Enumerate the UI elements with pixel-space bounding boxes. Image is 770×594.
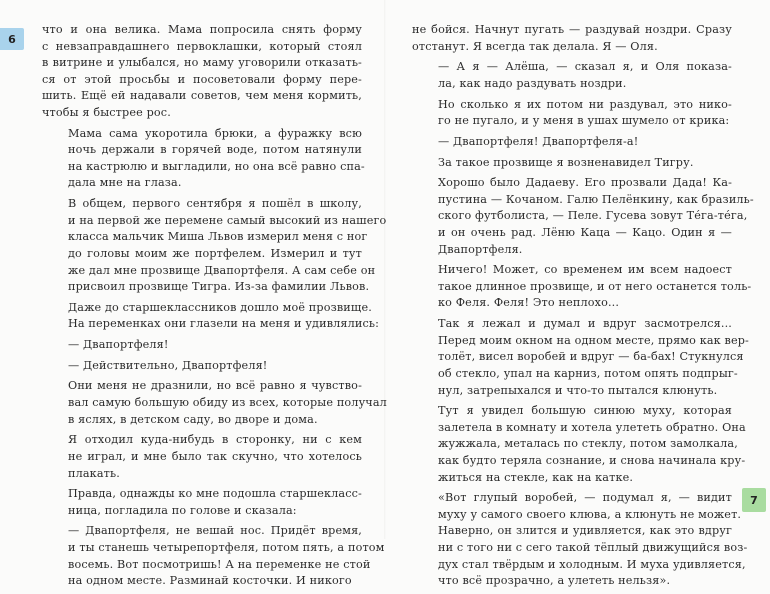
text-line: и ты станешь четырепортфеля, потом пять, а потом [68, 541, 385, 555]
paragraph [412, 262, 752, 312]
text-line: и он очень рад. Лёню Каца — Кацо. Один я — [438, 226, 732, 239]
text-line: и на первой же перемене самый высокий из нашего [68, 213, 387, 227]
text-line: не играл, и мне было так скучно, что хотелось [68, 449, 362, 463]
paragraph [42, 432, 362, 482]
text-line: на одном месте. Разминай косточки. И никого [68, 574, 352, 588]
text-line: В общем, первого сентября я пошёл в школу, [68, 197, 362, 211]
paragraph [412, 175, 754, 258]
text-line: залетела в комнату и хотела улететь обратно. Она [438, 420, 746, 434]
text-line: Хорошо было Дадаеву. Его прозвали Дада! Ка- [438, 176, 732, 190]
text-line: муху у самого своего клюва, а клюнуть не может. [438, 507, 742, 521]
text-line: Даже до старшеклассников дошло моё прозвище. [68, 300, 372, 314]
text-line: Перед моим окном на одном месте, прямо как вер- [438, 333, 749, 347]
text-line: с невзаправдашнего первоклашки, который стоял [42, 39, 362, 53]
paragraph [42, 126, 365, 192]
text-line: Правда, однажды ко мне подошла старшекласс- [68, 487, 362, 501]
text-line: Ничего! Может, со временем им всем надоест [438, 263, 732, 277]
text-line: дала мне на глаза. [68, 176, 182, 190]
text-line: На переменках они глазели на меня и удивлялись: [68, 317, 380, 331]
text-line: Мама сама укоротила брюки, а фуражку всю [68, 126, 362, 140]
text-line: не бойся. Начнут пугать — раздувай ноздри. Сразу [412, 23, 732, 36]
text-line: — А я — Алёша, — сказал я, и Оля показа- [438, 60, 732, 74]
paragraph [42, 486, 362, 519]
text-line: толёт, висел воробей и вдруг — ба-бах! Стукнулся [438, 350, 744, 364]
paragraph [412, 155, 732, 172]
paragraph [412, 490, 748, 590]
text-line: «Вот глупый воробей, — подумал я, — видит [438, 491, 732, 505]
text-line: плакать. [68, 466, 120, 480]
text-line: ла, как надо раздувать ноздри. [438, 76, 627, 90]
text-line: Так я лежал и думал и вдруг засмотрелся... [438, 317, 732, 331]
text-line: — Двапортфеля! Двапортфеля-а! [438, 134, 639, 148]
text-line: ко Феля. Феля! Это неплохо... [438, 296, 620, 310]
page-number-badge-right: 7 [742, 488, 766, 512]
text-line: За такое прозвище я возненавидел Тигру. [438, 155, 694, 169]
text-line: до головы моим же портфелем. Измерил и тут [68, 246, 362, 260]
text-line: — Двапортфеля! [68, 338, 169, 352]
book-fold [384, 0, 386, 539]
paragraph [42, 337, 362, 354]
text-line: что и она велика. Мама попросила снять форму [42, 23, 362, 36]
paragraph [412, 134, 732, 151]
text-line: — Действительно, Двапортфеля! [68, 358, 268, 372]
text-line: Они меня не дразнили, но всё равно я чувство- [68, 379, 362, 393]
paragraph [412, 316, 749, 399]
text-line: же дал мне прозвище Двапортфеля. А сам себе он [68, 263, 376, 277]
text-line: восемь. Вот посмотришь! А на переменке не стой [68, 557, 371, 571]
text-line: житься на стекле, как на катке. [438, 470, 634, 484]
text-line: ся от этой просьбы и посоветовали форму пере- [42, 72, 362, 86]
text-line: нул, затрепыхался и что-то пытался клюнуть. [438, 383, 718, 397]
left-page-text [42, 22, 387, 594]
text-line: — Двапортфеля, не вешай нос. Придёт время, [68, 524, 362, 538]
text-line: класса мальчик Миша Львов измерил меня с ног [68, 230, 368, 244]
paragraph [42, 196, 387, 296]
paragraph [412, 59, 732, 92]
right-page-text [412, 22, 754, 594]
text-line: что всё прозрачно, а улететь нельзя». [438, 574, 671, 588]
text-line: в витрине и улыбался, но маму уговорили отказать- [42, 56, 362, 70]
text-line: пустина — Кочаном. Галю Пелёнкину, как бразиль- [438, 192, 754, 206]
text-line: дух стал твёрдым и холодным. И муха удивляется, [438, 557, 746, 571]
paragraph [412, 22, 732, 55]
text-line: об стекло, упал на карниз, потом опять подпрыг- [438, 366, 738, 380]
text-line: ночь держали в горячей воде, потом натянули [68, 143, 362, 157]
text-line: шить. Ещё ей надавали советов, чем меня кормить, [42, 89, 362, 103]
paragraph [42, 22, 362, 122]
text-line: Наверно, он злится и удивляется, как это вдруг [438, 524, 732, 538]
text-line: Но сколько я их потом ни раздувал, это нико- [438, 97, 732, 111]
text-line: как будто теряла сознание, и снова начинала кру- [438, 454, 746, 467]
text-line: вал самую большую обиду из всех, которые получал [68, 396, 387, 410]
paragraph [412, 97, 732, 130]
text-line: на кастрюлю и выгладили, но она всё равно спа- [68, 159, 365, 173]
paragraph [42, 358, 362, 375]
paragraph [42, 300, 380, 333]
text-line: отстанут. Я всегда так делала. Я — Оля. [412, 39, 658, 53]
text-line: чтобы я быстрее рос. [42, 105, 171, 119]
text-line: ского футболиста, — Пеле. Гусева зовут Те́га-те́га, [438, 209, 748, 223]
text-line: Я отходил куда-нибудь в сторонку, ни с кем [68, 433, 362, 447]
text-line: присвоил прозвище Тигра. Из-за фамилии Львов. [68, 280, 370, 294]
text-line: го не пугало, и у меня в ушах шумело от крика: [438, 114, 730, 128]
text-line: в яслях, в детском саду, во дворе и дома. [68, 412, 318, 426]
text-line: такое длинное прозвище, и от него останется толь- [438, 279, 752, 293]
text-line: ни с того ни с сего такой тёплый движущийся воз- [438, 541, 748, 555]
paragraph [412, 403, 746, 486]
paragraph [42, 378, 387, 428]
text-line: ница, погладила по голове и сказала: [68, 503, 297, 517]
paragraph [42, 523, 385, 589]
text-line: Тут я увидел большую синюю муху, которая [438, 404, 732, 418]
text-line: Двапортфеля. [438, 242, 523, 256]
page-number-badge-left: 6 [0, 28, 24, 50]
text-line: жужжала, металась по стеклу, потом замолкала, [438, 437, 738, 451]
